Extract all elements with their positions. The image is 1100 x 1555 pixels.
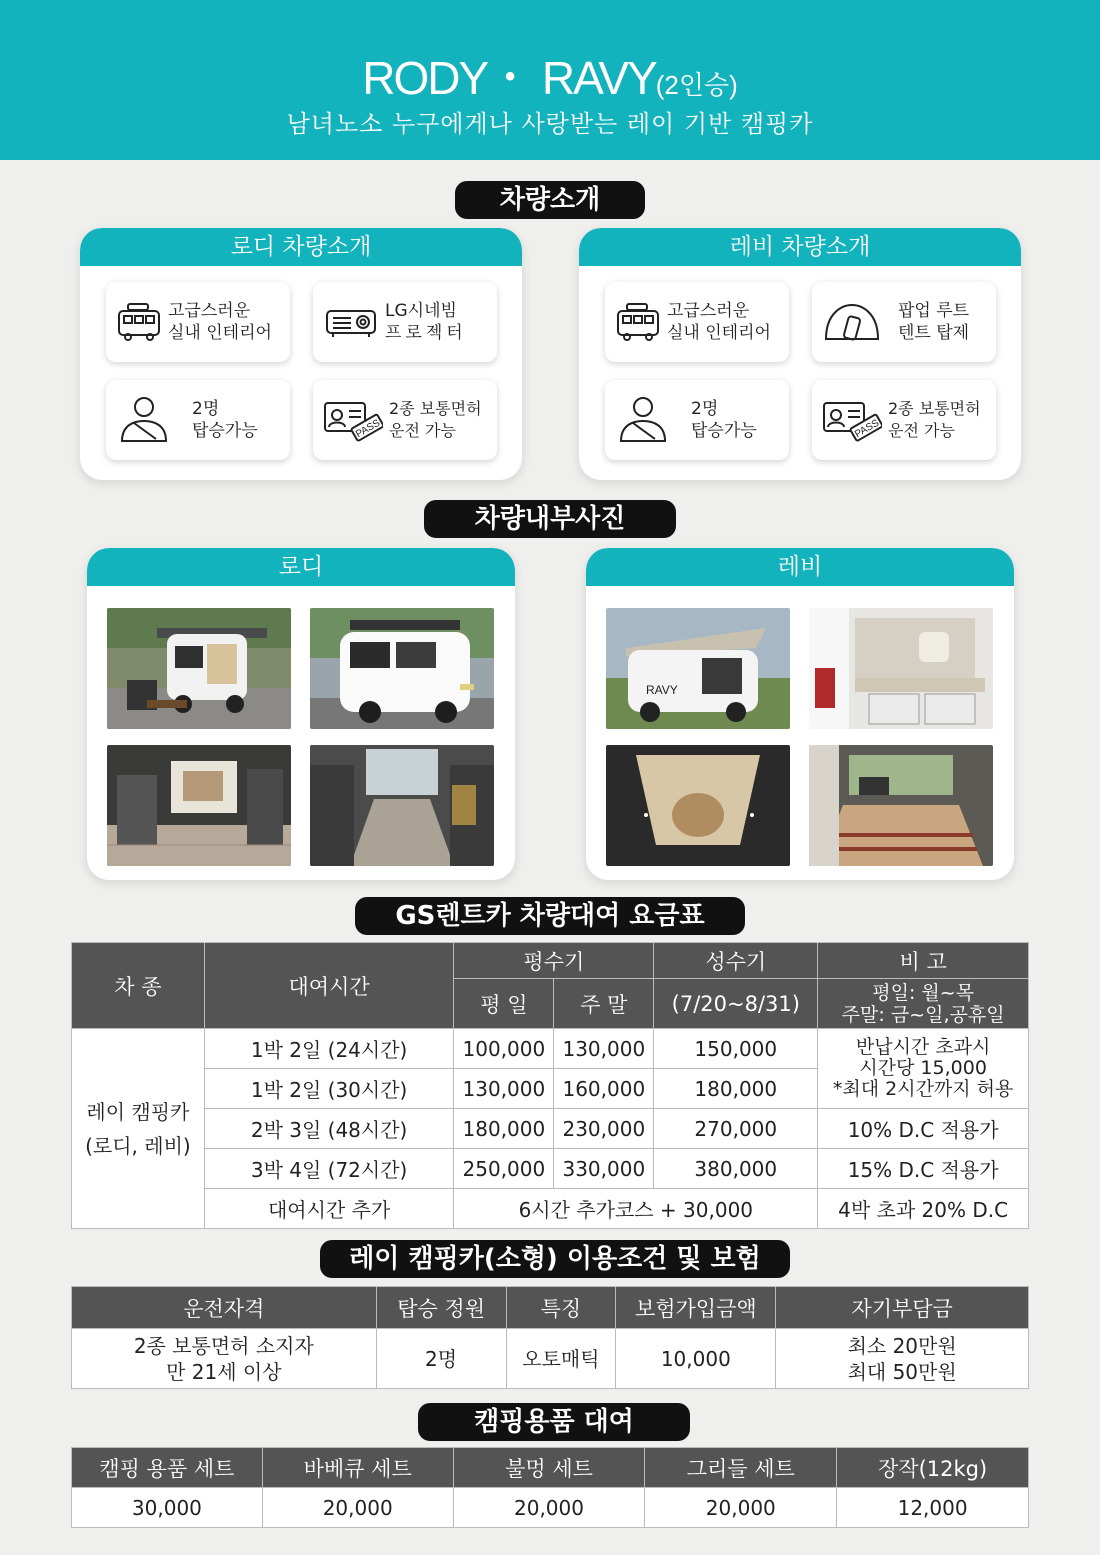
feature-line: 프로젝터 [385, 323, 467, 343]
weekday-price: 100,000 [454, 1029, 554, 1069]
weekend-price: 130,000 [554, 1029, 654, 1069]
feature-line: LG시네빔 [385, 301, 457, 321]
overtime-note-line: *최대 2시간까지 허용 [832, 1078, 1014, 1100]
rental-time-cell: 2박 3일 (48시간) [204, 1109, 454, 1149]
weekday-price: 180,000 [454, 1109, 554, 1149]
table-row [72, 1029, 1029, 1069]
header-capacity: 탑승 정원 [376, 1287, 506, 1329]
feature-line: 2명 [691, 399, 719, 419]
feature-license [313, 380, 497, 460]
pass-stamp: PASS [853, 417, 882, 441]
rate-table [71, 942, 1029, 1229]
ravy-photo-card [586, 548, 1014, 880]
deductible-line: 최대 50만원 [847, 1359, 957, 1384]
feature-line: 2종 보통면허 [888, 399, 981, 418]
ravy-intro-title: 레비 차량소개 [579, 228, 1021, 266]
header-insurance: 보험가입금액 [616, 1287, 776, 1329]
weekend-price: 330,000 [554, 1149, 654, 1189]
camper-van-icon [116, 299, 162, 345]
overtime-note-line: 반납시간 초과시 [855, 1036, 991, 1058]
table-row [72, 1488, 1029, 1528]
conditions-table [71, 1286, 1029, 1389]
header-feature: 특징 [506, 1287, 616, 1329]
overtime-note-line: 시간당 15,000 [859, 1057, 987, 1079]
section-intro-label: 차량소개 [455, 181, 645, 219]
tent-icon [822, 299, 882, 345]
header-rental-time: 대여시간 [204, 943, 454, 1029]
peak-price: 180,000 [654, 1069, 818, 1109]
header-griddle-set: 그리들 세트 [645, 1448, 837, 1488]
peak-price: 150,000 [654, 1029, 818, 1069]
peak-price: 270,000 [654, 1109, 818, 1149]
passenger-icon [116, 395, 172, 445]
camping-set-price: 30,000 [72, 1488, 263, 1528]
ravy-photo-exterior [606, 608, 790, 729]
rody-photo-title: 로디 [87, 548, 515, 586]
ravy-photo-tent [606, 745, 790, 866]
header-weekday: 평 일 [454, 979, 554, 1029]
license-icon [323, 397, 383, 443]
ravy-photo-interior-1 [809, 608, 993, 729]
header-off-season: 평수기 [454, 943, 654, 979]
feature-line: 2명 [192, 399, 220, 419]
car-type-line: 레이 캠핑카 [86, 1099, 190, 1124]
table-row [72, 1329, 1029, 1389]
ravy-photo-title: 레비 [586, 548, 1014, 586]
extra-discount-note: 4박 초과 20% D.C [818, 1189, 1029, 1229]
rody-intro-card [80, 228, 522, 480]
header-note-days [818, 979, 1029, 1029]
firewood-price: 12,000 [837, 1488, 1029, 1528]
camper-van-icon [615, 299, 661, 345]
feature-line: 탑승가능 [691, 421, 757, 441]
header-fire-set: 불멍 세트 [453, 1448, 645, 1488]
ravy-intro-card [579, 228, 1021, 480]
feature-line: 운전 가능 [888, 421, 955, 440]
weekend-price: 230,000 [554, 1109, 654, 1149]
header-deductible: 자기부담금 [776, 1287, 1029, 1329]
ravy-plate-text: RAVY [646, 683, 678, 697]
feature-line: 텐트 탑제 [898, 323, 970, 343]
pass-stamp: PASS [354, 417, 383, 441]
car-type-line: (로디, 레비) [85, 1133, 191, 1158]
note-days-line: 평일: 월~목 [872, 981, 975, 1004]
feature-line: 고급스러운 [168, 301, 251, 321]
header-camping-set: 캠핑 용품 세트 [72, 1448, 263, 1488]
feature-passengers [605, 380, 789, 460]
feature-license [812, 380, 996, 460]
section-rates-label: GS렌트카 차량대여 요금표 [355, 897, 745, 935]
feature-interior [605, 282, 789, 362]
overtime-note [818, 1029, 1029, 1109]
license-line: 2종 보통면허 소지자 [133, 1333, 314, 1358]
rody-photo-exterior-2 [310, 608, 494, 729]
feature-line: 팝업 루트 [898, 301, 970, 321]
discount-note: 10% D.C 적용가 [818, 1109, 1029, 1149]
fire-set-price: 20,000 [453, 1488, 645, 1528]
feature-line: 실내 인테리어 [667, 323, 771, 343]
note-days-line: 주말: 금~일,공휴일 [841, 1003, 1005, 1026]
page-title [0, 42, 1100, 108]
section-conditions-label: 레이 캠핑카(소형) 이용조건 및 보험 [320, 1240, 790, 1278]
feature-line: 탑승가능 [192, 421, 258, 441]
feature-line: 2종 보통면허 [389, 399, 482, 418]
weekday-price: 250,000 [454, 1149, 554, 1189]
deductible-line: 최소 20만원 [847, 1333, 957, 1358]
feature-line: 운전 가능 [389, 421, 456, 440]
peak-price: 380,000 [654, 1149, 818, 1189]
extra-course-cell: 6시간 추가코스 + 30,000 [454, 1189, 818, 1229]
rody-intro-title: 로디 차량소개 [80, 228, 522, 266]
capacity-cell: 2명 [376, 1329, 506, 1389]
rental-time-cell: 3박 4일 (72시간) [204, 1149, 454, 1189]
weekend-price: 160,000 [554, 1069, 654, 1109]
deductible-cell [776, 1329, 1029, 1389]
extra-time-cell: 대여시간 추가 [204, 1189, 454, 1229]
gear-table [71, 1447, 1029, 1528]
section-gear-label: 캠핑용품 대여 [418, 1403, 690, 1441]
table-row [72, 1109, 1029, 1149]
license-line: 만 21세 이상 [166, 1359, 282, 1384]
header-firewood: 장작(12kg) [837, 1448, 1029, 1488]
header-weekend: 주 말 [554, 979, 654, 1029]
rody-photo-interior-1 [107, 745, 291, 866]
rody-photo-card [87, 548, 515, 880]
rental-time-cell: 1박 2일 (24시간) [204, 1029, 454, 1069]
page-subtitle: 남녀노소 누구에게나 사랑받는 레이 기반 캠핑카 [286, 110, 814, 138]
license-icon [822, 397, 882, 443]
car-type-cell [72, 1029, 205, 1229]
header-peak-season: 성수기 [654, 943, 818, 979]
header-note: 비 고 [818, 943, 1029, 979]
ravy-photo-interior-2 [809, 745, 993, 866]
feature-line: 실내 인테리어 [168, 323, 272, 343]
header-license: 운전자격 [72, 1287, 377, 1329]
rental-time-cell: 1박 2일 (30시간) [204, 1069, 454, 1109]
section-photos-label: 차량내부사진 [424, 500, 676, 538]
feature-passengers [106, 380, 290, 460]
table-row [72, 1189, 1029, 1229]
license-cell [72, 1329, 377, 1389]
page-header [0, 0, 1100, 160]
title-sub: (2인승) [655, 70, 738, 100]
projector-icon [323, 299, 379, 345]
feature-cell: 오토매틱 [506, 1329, 616, 1389]
griddle-set-price: 20,000 [645, 1488, 837, 1528]
title-main: RODY・ RAVY [362, 52, 656, 104]
header-bbq-set: 바베큐 세트 [262, 1448, 453, 1488]
feature-interior [106, 282, 290, 362]
table-row [72, 1149, 1029, 1189]
header-peak-range: (7/20~8/31) [654, 979, 818, 1029]
weekday-price: 130,000 [454, 1069, 554, 1109]
discount-note: 15% D.C 적용가 [818, 1149, 1029, 1189]
rody-photo-interior-2 [310, 745, 494, 866]
feature-projector [313, 282, 497, 362]
insurance-cell: 10,000 [616, 1329, 776, 1389]
passenger-icon [615, 395, 671, 445]
feature-line: 고급스러운 [667, 301, 750, 321]
rody-photo-exterior-1 [107, 608, 291, 729]
feature-tent [812, 282, 996, 362]
bbq-set-price: 20,000 [262, 1488, 453, 1528]
header-car-type: 차 종 [72, 943, 205, 1029]
